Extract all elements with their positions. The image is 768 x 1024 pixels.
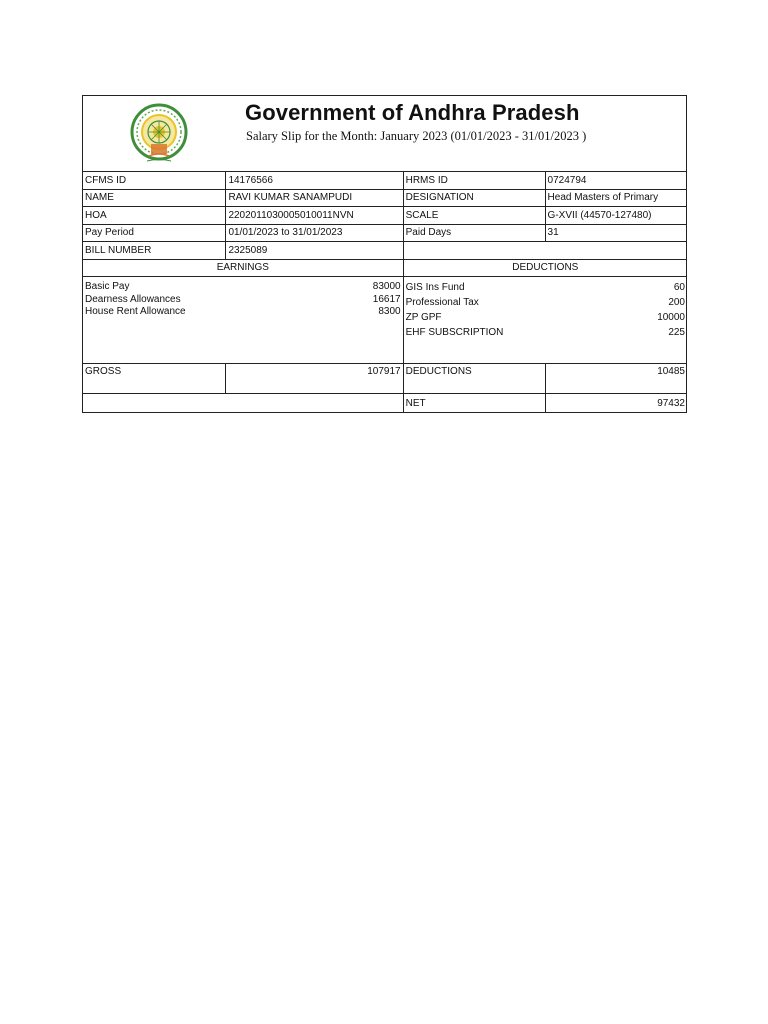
deduction-item xyxy=(404,325,687,340)
hrms-id-value: 0724794 xyxy=(545,172,687,189)
total-deductions-label: DEDUCTIONS xyxy=(403,364,545,394)
earnings-items xyxy=(83,277,403,364)
bill-number-label: BILL NUMBER xyxy=(83,242,226,260)
deduction-item-label: Professional Tax xyxy=(405,297,479,308)
earning-item-label: Basic Pay xyxy=(85,281,130,292)
page-title: Government of Andhra Pradesh xyxy=(245,100,580,125)
scale-label: SCALE xyxy=(403,207,545,225)
table-row xyxy=(83,242,687,260)
table-row xyxy=(83,277,687,364)
deductions-heading: DEDUCTIONS xyxy=(403,259,687,277)
deduction-item-label: EHF SUBSCRIPTION xyxy=(405,327,504,338)
cfms-id-label: CFMS ID xyxy=(83,172,226,189)
designation-label: DESIGNATION xyxy=(403,189,545,207)
name-value: RAVI KUMAR SANAMPUDI xyxy=(226,189,403,207)
empty-cell xyxy=(403,242,687,260)
empty-cell xyxy=(83,394,403,413)
gross-label: GROSS xyxy=(83,364,226,394)
earning-item xyxy=(83,280,403,294)
earning-item-label: House Rent Allowance xyxy=(85,306,186,317)
deduction-item-amount: 60 xyxy=(673,282,685,293)
deduction-item-amount: 200 xyxy=(668,297,685,308)
deduction-item xyxy=(404,295,687,310)
paid-days-label: Paid Days xyxy=(403,224,545,242)
earning-item-amount: 16617 xyxy=(372,294,401,305)
deduction-item-amount: 10000 xyxy=(657,312,685,323)
earning-item-label: Dearness Allowances xyxy=(85,294,181,305)
deductions-list xyxy=(404,277,687,340)
bill-number-value: 2325089 xyxy=(226,242,403,260)
net-value: 97432 xyxy=(545,394,687,413)
earnings-list xyxy=(83,277,403,318)
scale-value: G-XVII (44570-127480) xyxy=(545,207,687,225)
pay-period-label: Pay Period xyxy=(83,224,226,242)
earning-item-amount: 8300 xyxy=(378,306,401,317)
deduction-item xyxy=(404,310,687,325)
table-row xyxy=(83,189,687,207)
net-label: NET xyxy=(403,394,545,413)
designation-value: Head Masters of Primary xyxy=(545,189,687,207)
deduction-item-amount: 225 xyxy=(668,327,685,338)
hrms-id-label: HRMS ID xyxy=(403,172,545,189)
slip-month-subtitle: Salary Slip for the Month: January 2023 (01/01/2023 - 31/01/2023 ) xyxy=(246,129,587,143)
deduction-item-label: ZP GPF xyxy=(405,312,442,323)
table-row xyxy=(83,172,687,189)
earning-item xyxy=(83,306,403,318)
paid-days-value: 31 xyxy=(545,224,687,242)
earnings-heading: EARNINGS xyxy=(83,259,403,277)
salary-slip xyxy=(82,95,687,413)
table-row xyxy=(83,224,687,242)
total-deductions-value: 10485 xyxy=(545,364,687,394)
deductions-items xyxy=(403,277,687,364)
andhra-pradesh-emblem-icon xyxy=(129,103,189,165)
hoa-label: HOA xyxy=(83,207,226,225)
name-label: NAME xyxy=(83,189,226,207)
earning-item xyxy=(83,294,403,306)
pay-period-value: 01/01/2023 to 31/01/2023 xyxy=(226,224,403,242)
deduction-item xyxy=(404,280,687,295)
table-row xyxy=(83,207,687,225)
table-row xyxy=(83,394,687,413)
table-row xyxy=(83,259,687,277)
cfms-id-value: 14176566 xyxy=(226,172,403,189)
table-row xyxy=(83,364,687,394)
gross-value: 107917 xyxy=(226,364,403,394)
hoa-value: 2202011030005010011NVN xyxy=(226,207,403,225)
deduction-item-label: GIS Ins Fund xyxy=(405,282,465,293)
salary-table xyxy=(83,172,687,412)
slip-header xyxy=(83,96,686,172)
earning-item-amount: 83000 xyxy=(372,281,401,292)
